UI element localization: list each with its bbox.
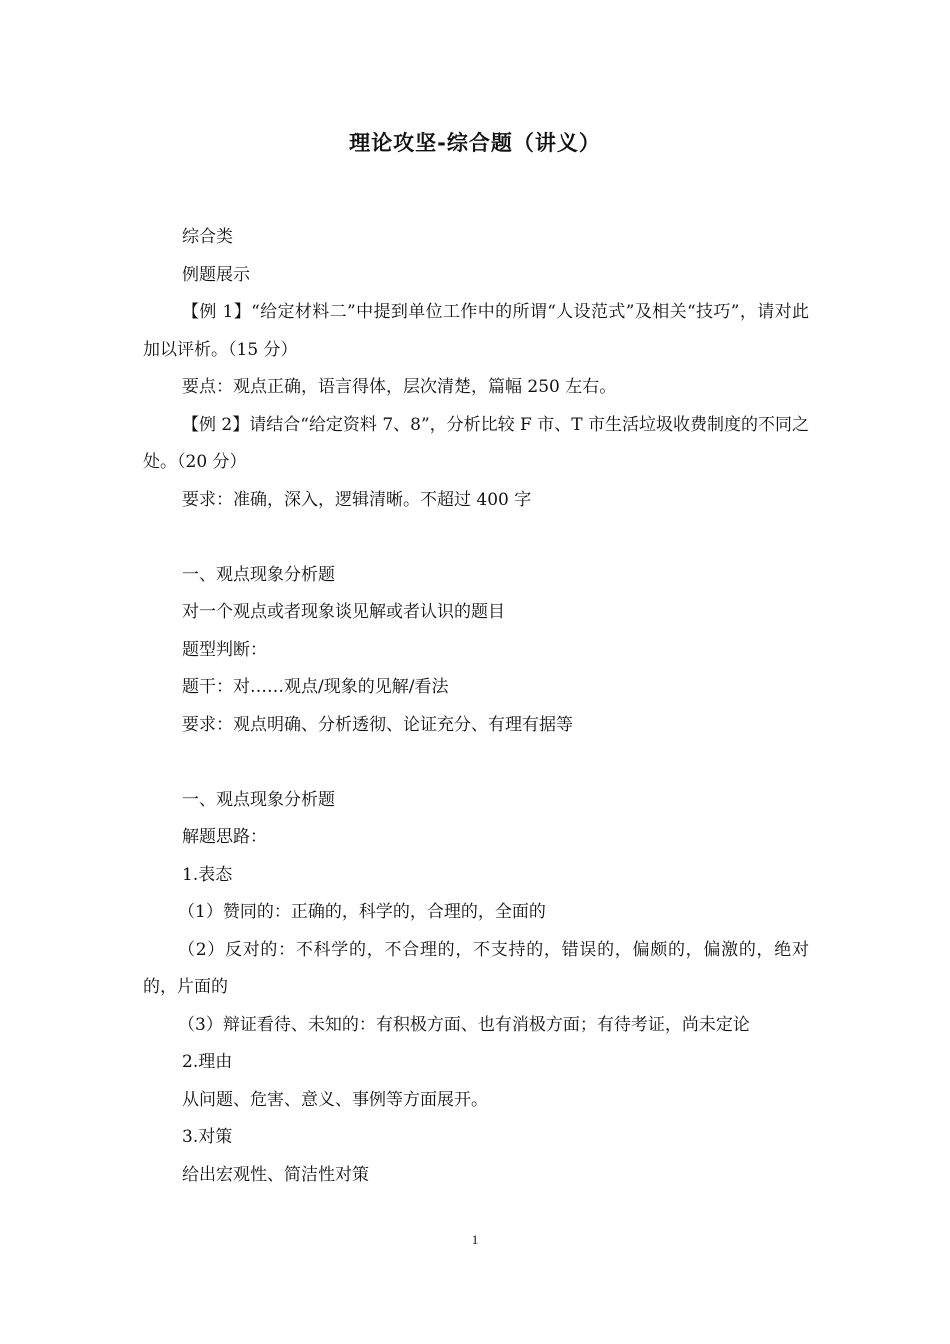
step-1-item-b: （2）反对的：不科学的，不合理的，不支持的，错误的，偏颇的，偏激的，绝对的，片面的: [143, 939, 809, 997]
spacer: [143, 519, 809, 557]
step-3-detail: 给出宏观性、简洁性对策: [182, 1164, 369, 1185]
section-one-definition: 对一个观点或者现象谈见解或者认识的题目: [182, 602, 505, 622]
section-two-heading: 一、观点现象分析题: [182, 789, 335, 810]
example-1-points: 要点：观点正确，语言得体，层次清楚，篇幅 250 左右。: [182, 377, 617, 397]
step-2-detail: 从问题、危害、意义、事例等方面展开。: [182, 1089, 488, 1110]
step-3-heading: 3.对策: [182, 1127, 233, 1147]
category-label: 综合类: [182, 227, 233, 247]
example-2: 【例 2】请结合“给定资料 7、8”，分析比较 F 市、T 市生活垃圾收费制度的不同之处。（20 分）: [143, 414, 809, 472]
example-heading: 例题展示: [182, 264, 250, 285]
document-body: [143, 219, 809, 1194]
step-1-item-a: （1）赞同的：正确的，科学的，合理的，全面的: [178, 902, 546, 922]
step-1-item-c: （3）辩证看待、未知的：有积极方面、也有消极方面；有待考证，尚未定论: [178, 1014, 750, 1035]
section-one-judgement-label: 题型判断：: [182, 639, 267, 660]
step-1-heading: 1.表态: [182, 864, 233, 885]
section-one-stem: 题干：对……观点/现象的见解/看法: [182, 677, 449, 697]
spacer: [143, 744, 809, 782]
example-2-requirements: 要求：准确，深入，逻辑清晰。不超过 400 字: [182, 489, 532, 510]
page-title: 理论攻坚-综合题（讲义）: [349, 131, 601, 155]
section-one-requirement: 要求：观点明确、分析透彻、论证充分、有理有据等: [182, 714, 573, 735]
step-2-heading: 2.理由: [182, 1052, 233, 1072]
page-number: 1: [471, 1232, 479, 1247]
section-one-heading: 一、观点现象分析题: [182, 564, 335, 585]
example-1: 【例 1】“给定材料二”中提到单位工作中的所谓“人设范式”及相关“技巧”，请对此加以评析。（15 分）: [143, 302, 809, 360]
approach-label: 解题思路：: [182, 827, 267, 847]
